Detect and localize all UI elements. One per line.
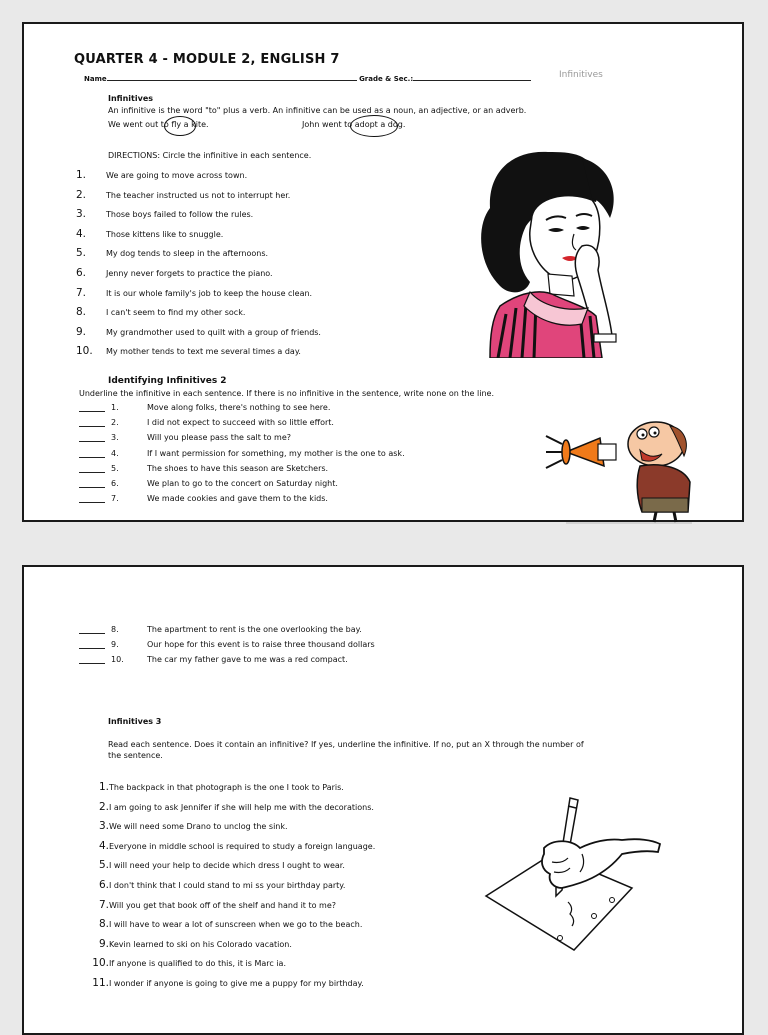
list-item[interactable]: 1. The backpack in that photograph is the one I took to Paris. (98, 781, 344, 793)
writing-hand-icon (482, 792, 664, 952)
answer-blank[interactable] (79, 464, 105, 473)
list-item[interactable]: 10. My mother tends to text me several times a day. (76, 345, 301, 358)
list-item[interactable]: 2. The teacher instructed us not to interrupt her. (76, 188, 291, 201)
answer-blank[interactable] (79, 625, 105, 634)
list-item[interactable]: 5. I will need your help to decide which dress I ought to wear. (98, 859, 345, 872)
list-item[interactable]: 9. Our hope for this event is to raise three thousand dollars (79, 637, 375, 652)
circle-list (76, 169, 321, 365)
answer-blank[interactable] (79, 418, 105, 427)
section3-list (84, 781, 375, 997)
list-item[interactable]: 5. My dog tends to sleep in the afternoons. (76, 247, 269, 260)
list-item[interactable]: 7. Will you get that book off of the shelf and hand it to me? (98, 898, 337, 911)
section3-heading: Infinitives 3 (108, 717, 162, 726)
list-item[interactable]: 4. Those kittens like to snuggle. (76, 227, 224, 240)
worksheet-page-1 (22, 22, 744, 522)
answer-blank[interactable] (79, 403, 105, 412)
topic-label: Infinitives (559, 70, 603, 80)
worksheet-page-2 (22, 565, 744, 1035)
definition-text: An infinitive is the word "to" plus a verb. An infinitive can be used as a noun, an adjective, or an adverb. (108, 106, 527, 115)
list-item[interactable]: 10. If anyone is qualified to do this, it is Marc ia. (92, 957, 287, 970)
directions-text: DIRECTIONS: Circle the infinitive in each sentence. (108, 151, 312, 160)
list-item[interactable]: 6. We plan to go to the concert on Saturday night. (79, 476, 405, 491)
list-item[interactable]: 7. It is our whole family's job to keep the house clean. (76, 286, 313, 299)
page-title: QUARTER 4 - MODULE 2, ENGLISH 7 (74, 52, 340, 67)
example-1: We went out to fly a kite. (108, 120, 209, 129)
name-grade-line (84, 72, 531, 83)
answer-blank[interactable] (79, 449, 105, 458)
list-item[interactable]: 8. The apartment to rent is the one overlooking the bay. (79, 622, 375, 637)
section2-heading: Identifying Infinitives 2 (108, 376, 227, 386)
list-item[interactable]: 10. The car my father gave to me was a red compact. (79, 652, 375, 667)
list-item[interactable]: 4. Everyone in middle school is required to study a foreign language. (98, 839, 376, 852)
example-circle-1 (164, 116, 196, 136)
example-2: John went to adopt a dog. (302, 120, 406, 129)
answer-blank[interactable] (79, 494, 105, 503)
list-item[interactable]: 1. Move along folks, there's nothing to see here. (79, 400, 405, 415)
example-circle-2 (350, 115, 398, 137)
list-item[interactable]: 9. My grandmother used to quilt with a group of friends. (76, 325, 321, 338)
list-item[interactable]: 9. Kevin learned to ski on his Colorado vacation. (98, 937, 292, 950)
list-item[interactable]: 11. I wonder if anyone is going to give me a puppy for my birthday. (92, 976, 364, 989)
section2-instructions: Underline the infinitive in each sentence. If there is no infinitive in the sentence, write none on the line. (79, 389, 494, 398)
list-item[interactable]: 5. The shoes to have this season are Sketchers. (79, 461, 405, 476)
list-item[interactable]: 6. Jenny never forgets to practice the piano. (76, 266, 273, 279)
list-item[interactable]: 3. Will you please pass the salt to me? (79, 430, 405, 445)
grade-label: Grade & Sec.: (359, 75, 414, 83)
underline-list-continued (79, 622, 375, 668)
answer-blank[interactable] (79, 479, 105, 488)
grade-blank[interactable] (413, 72, 531, 81)
list-item[interactable]: 6. I don't think that I could stand to mi ss your birthday party. (98, 878, 346, 891)
list-item[interactable]: 8. I will have to wear a lot of sunscreen when we go to the beach. (98, 918, 363, 931)
list-item[interactable]: 2. I am going to ask Jennifer if she will help me with the decorations. (98, 800, 374, 813)
list-item[interactable]: 3. Those boys failed to follow the rules. (76, 208, 254, 221)
name-blank[interactable] (107, 72, 357, 81)
list-item[interactable]: 7. We made cookies and gave them to the kids. (79, 491, 405, 506)
name-label: Name (84, 75, 107, 83)
list-item[interactable]: 4. If I want permission for something, my mother is the one to ask. (79, 446, 405, 461)
megaphone-man-icon (544, 416, 694, 524)
thinking-woman-icon (470, 146, 622, 358)
list-item[interactable]: 8. I can't seem to find my other sock. (76, 306, 246, 319)
section3-instructions: Read each sentence. Does it contain an infinitive? If yes, underline the infinitive. If no, put an X through the number of the sentence. (108, 740, 584, 760)
list-item[interactable]: 2. I did not expect to succeed with so little effort. (79, 415, 405, 430)
answer-blank[interactable] (79, 433, 105, 442)
underline-list (79, 400, 405, 506)
section1-heading: Infinitives (108, 94, 154, 103)
list-item[interactable]: 3. We will need some Drano to unclog the sink. (98, 820, 288, 833)
answer-blank[interactable] (79, 655, 105, 664)
list-item[interactable]: 1. We are going to move across town. (76, 169, 248, 181)
answer-blank[interactable] (79, 640, 105, 649)
